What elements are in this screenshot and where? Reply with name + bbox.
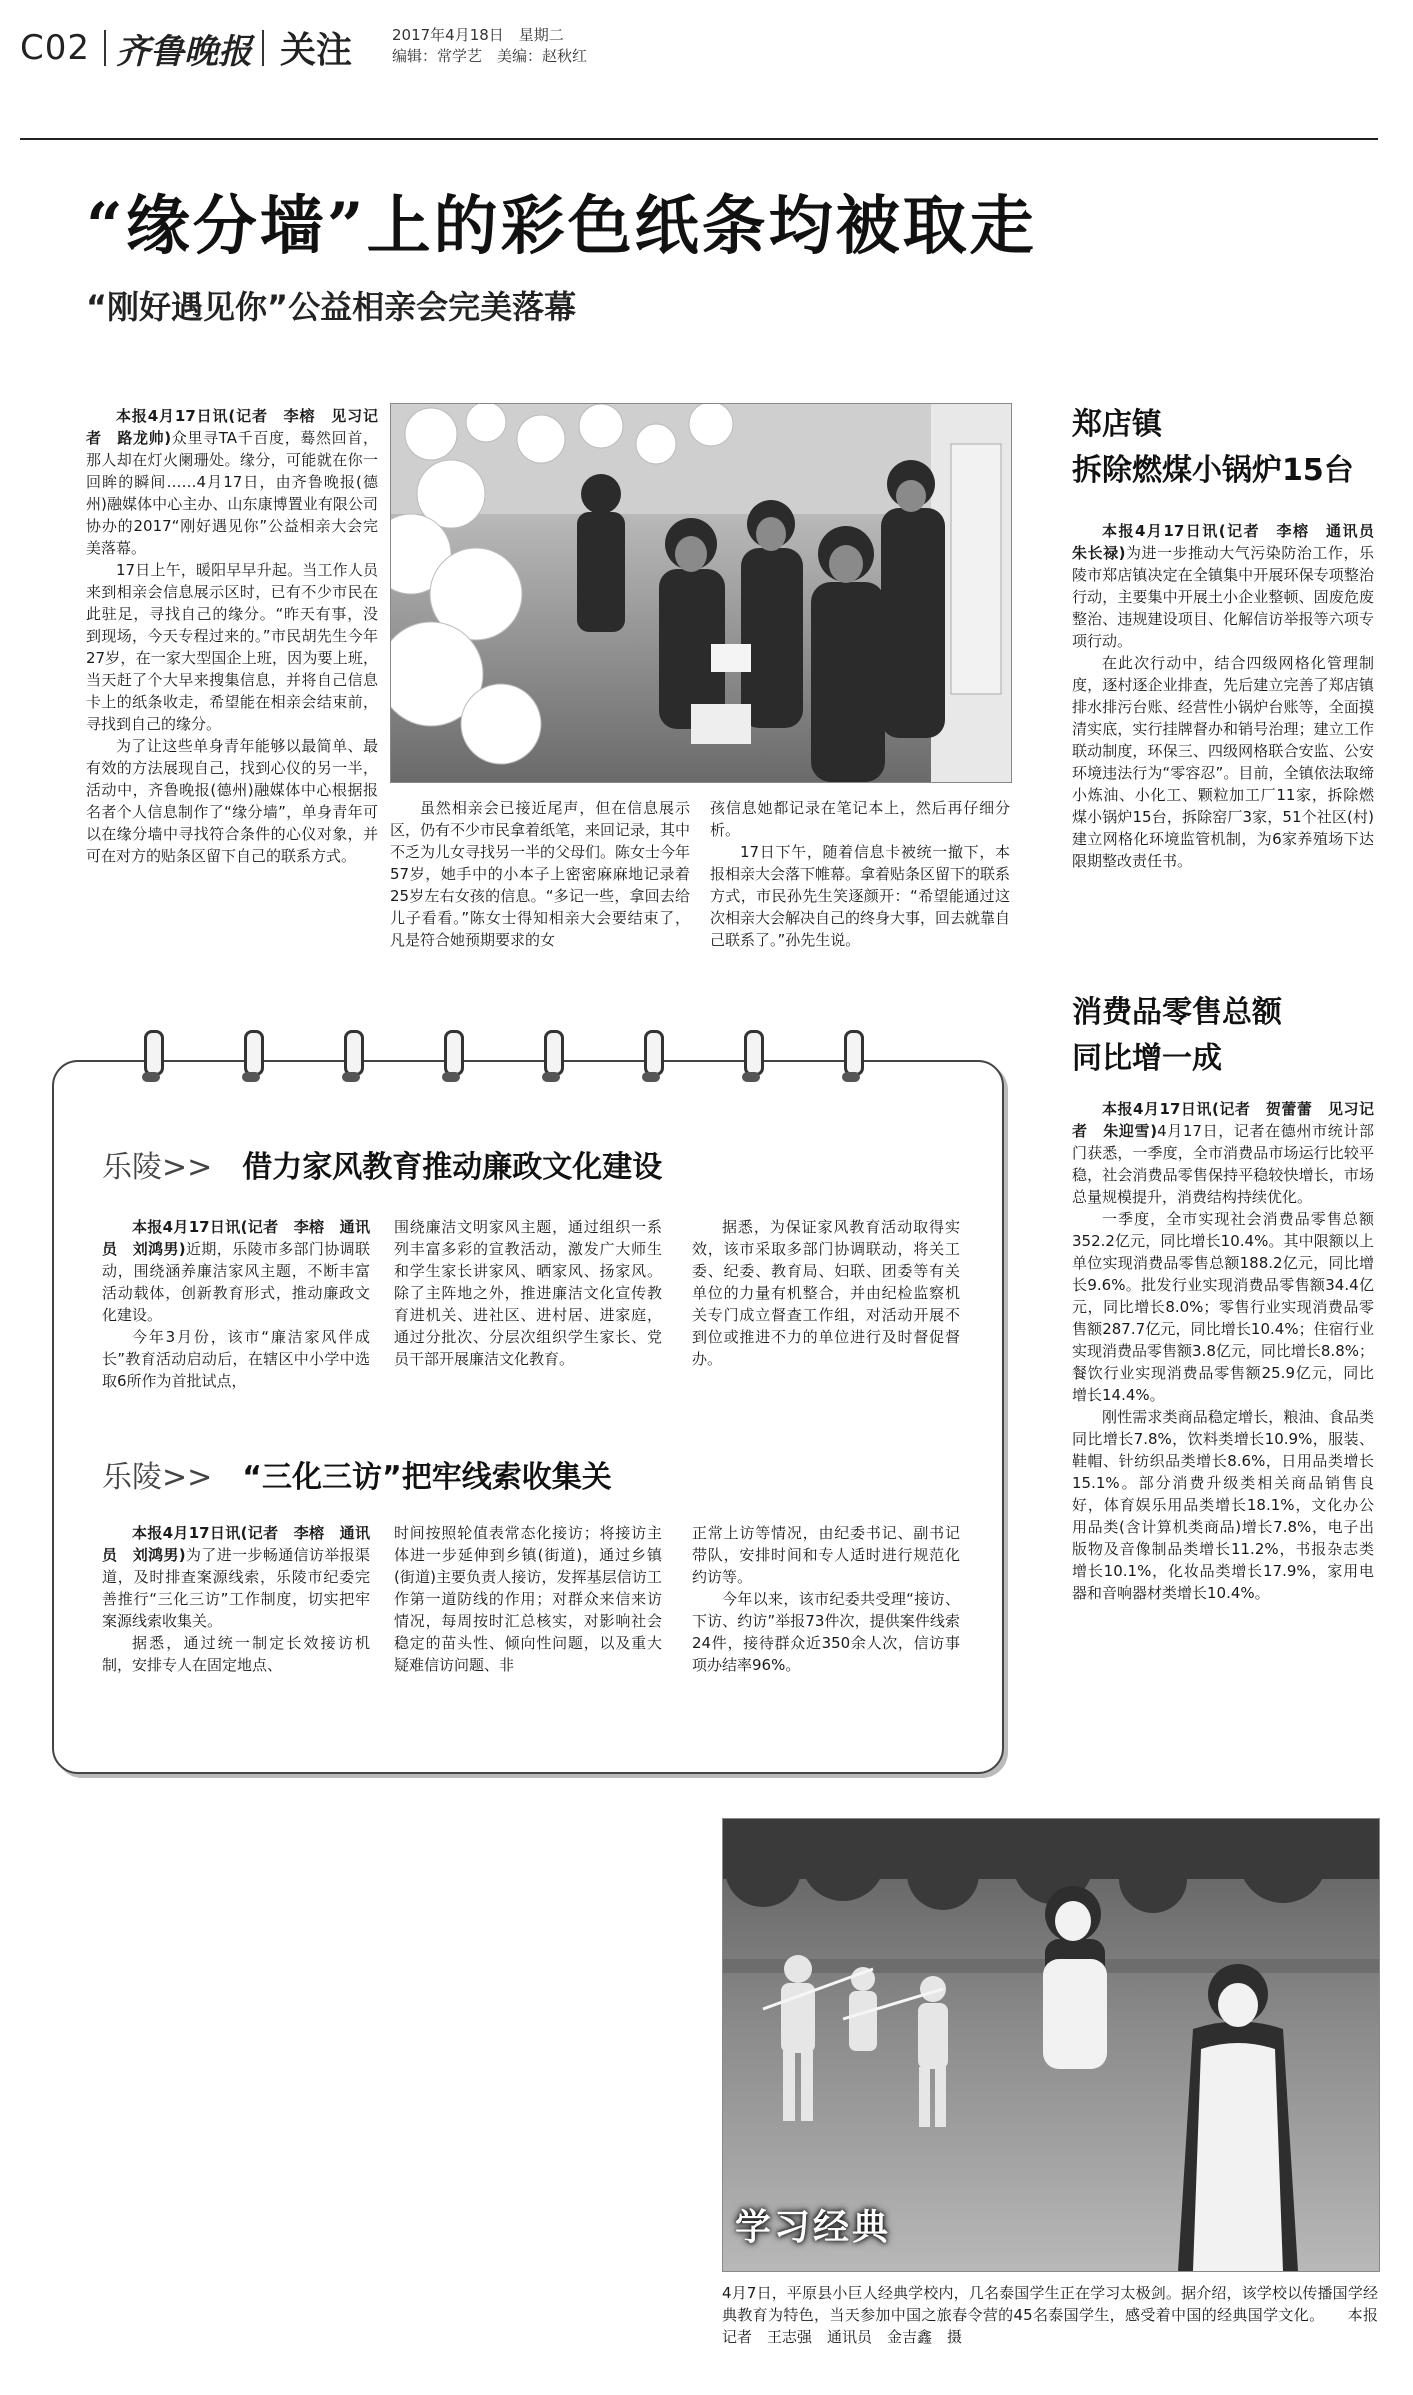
box-story-2-column-3 (692, 1522, 960, 1676)
box-story-1-heading (102, 1142, 662, 1186)
lead-subheadline: “刚好遇见你”公益相亲会完美落幕 (86, 288, 577, 326)
title-line: 拆除燃煤小锅炉15台 (1072, 453, 1354, 488)
side-story-2-byline: 本报4月17日讯(记者 贺蕾蕾 见习记者 朱迎雪) (1072, 1100, 1374, 1140)
location-tag: 乐陵>> (102, 1150, 213, 1185)
box-story-2-column-2 (394, 1522, 662, 1676)
newspaper-logo: 齐鲁晚报 (116, 32, 252, 72)
binder-ring-icon (144, 1030, 164, 1076)
binder-hole-icon (342, 1072, 360, 1082)
header-divider (262, 30, 264, 66)
title-line: 同比增一成 (1072, 1041, 1222, 1076)
bottom-photo (722, 1818, 1380, 2272)
paragraph: 为了进一步畅通信访举报渠道，及时排查案源线索，乐陵市纪委完善推行“三化三访”工作制度，切实把牢案源线索收集关。 (102, 1546, 370, 1630)
page-number: C02 (20, 28, 91, 68)
binder-ring-icon (544, 1030, 564, 1076)
box-story-1-column-1 (102, 1216, 370, 1392)
paragraph: 围绕廉洁文明家风主题，通过组织一系列丰富多彩的宣教活动，激发广大师生和学生家长讲家风、晒家风、扬家风。除了主阵地之外，推进廉洁文化宣传教育进机关、进社区、进村居、进家庭，通过分批次、分层次组织学生家长、党员干部开展廉洁文化教育。 (394, 1218, 662, 1368)
binder-hole-icon (642, 1072, 660, 1082)
editor-credits: 编辑：常学艺 美编：赵秋红 (392, 47, 588, 65)
box-story-2-heading (102, 1452, 612, 1496)
title-line: 郑店镇 (1072, 407, 1162, 442)
paragraph: 一季度，全市实现社会消费品零售总额352.2亿元，同比增长10.4%。其中限额以上单位实现消费品零售总额188.2亿元，同比增长9.6%。批发行业实现消费品零售额34.4亿元，同比增长8.0%；零售行业实现消费品零售额287.7亿元，同比增长10.4%；住宿行业实现消费品零售额3.8亿元，同比增长8.8%；餐饮行业实现消费品零售额25.9亿元，同比增长14.4%。 (1072, 1210, 1374, 1404)
binder-ring-icon (244, 1030, 264, 1076)
paragraph: 众里寻TA千百度，蓦然回首，那人却在灯火阑珊处。缘分，可能就在你一回眸的瞬间……4月17日，由齐鲁晚报(德州)融媒体中心主办、山东康博置业有限公司协办的2017“刚好遇见你”公益相亲大会完美落幕。 (86, 429, 378, 557)
binder-hole-icon (542, 1072, 560, 1082)
binder-hole-icon (742, 1072, 760, 1082)
binder-hole-icon (842, 1072, 860, 1082)
paragraph: 孩信息她都记录在笔记本上，然后再仔细分析。 (710, 799, 1010, 839)
lead-story-column-3 (710, 797, 1010, 951)
paragraph: 为了让这些单身青年能够以最简单、最有效的方法展现自己，找到心仪的另一半，活动中，齐鲁晚报(德州)融媒体中心根据报名者个人信息制作了“缘分墙”，单身青年可以在缘分墙中寻找符合条件的心仪对象，并可在对方的贴条区留下自己的联系方式。 (86, 737, 378, 865)
box-story-1-byline: 本报4月17日讯(记者 李榕 通讯员 刘鸿男) (102, 1218, 370, 1258)
lead-photo (390, 403, 1012, 783)
binder-ring-icon (744, 1030, 764, 1076)
side-story-2-title (1072, 990, 1382, 1082)
binder-ring-icon (444, 1030, 464, 1076)
header-divider (104, 30, 106, 66)
binder-ring-icon (844, 1030, 864, 1076)
issue-date: 2017年4月18日 星期二 (392, 26, 564, 44)
box-story-1-column-2 (394, 1216, 662, 1370)
bottom-photo-caption: 4月7日，平原县小巨人经典学校内，几名泰国学生正在学习太极剑。据介绍，该学校以传播国学经典教育为特色，当天参加中国之旅春令营的45名泰国学生，感受着中国的经典国学文化。 本报记者 王志强 通讯员 金吉鑫 摄 (722, 2284, 1378, 2346)
paragraph: 正常上访等情况，由纪委书记、副书记带队，安排时间和专人适时进行规范化约访等。 (692, 1524, 960, 1586)
section-title: 关注 (280, 30, 353, 71)
paragraph: 据悉，通过统一制定长效接访机制，安排专人在固定地点、 (102, 1634, 370, 1674)
paragraph: 17日上午，暖阳早早升起。当工作人员来到相亲会信息展示区时，已有不少市民在此驻足，寻找自己的缘分。“昨天有事，没到现场，今天专程过来的。”市民胡先生今年27岁，在一家大型国企上班，因为要上班，当天赶了个大早来搜集信息，并将自己信息卡上的纸条收走，希望能在相亲会结束前，寻找到自己的缘分。 (86, 561, 378, 733)
side-story-1-byline: 本报4月17日讯(记者 李榕 通讯员 朱长禄) (1072, 522, 1390, 562)
lead-byline: 本报4月17日讯(记者 李榕 见习记者 路龙帅) (86, 407, 378, 447)
binder-hole-icon (442, 1072, 460, 1082)
binder-hole-icon (242, 1072, 260, 1082)
side-story-2-body (1072, 1098, 1374, 1604)
paragraph: 4月17日，记者在德州市统计部门获悉，一季度，全市消费品市场运行比较平稳，社会消费品零售保持平稳较快增长，市场总量规模提升，消费结构持续优化。 (1072, 1122, 1374, 1206)
paragraph: 虽然相亲会已接近尾声，但在信息展示区，仍有不少市民拿着纸笔，来回记录，其中不乏为儿女寻找另一半的父母们。陈女士今年57岁，她手中的小本子上密密麻麻地记录着25岁左右女孩的信息。“多记一些，拿回去给儿子看看。”陈女士得知相亲大会要结束了，凡是符合她预期要求的女 (390, 799, 691, 949)
lead-story-column-2 (390, 797, 690, 951)
header-rule (20, 138, 1378, 140)
binder-rings (120, 1030, 940, 1090)
side-story-1-title (1072, 402, 1382, 494)
binder-ring-icon (344, 1030, 364, 1076)
lead-headline: “缘分墙”上的彩色纸条均被取走 (86, 189, 1037, 264)
paragraph: 为进一步推动大气污染防治工作，乐陵市郑店镇决定在全镇集中开展环保专项整治行动，主要集中开展土小企业整顿、固废危废整治、违规建设项目、化解信访举报等六项专项行动。 (1072, 544, 1374, 650)
location-tag: 乐陵>> (102, 1460, 213, 1495)
box-story-2-title: “三化三访”把牢线索收集关 (242, 1460, 612, 1495)
paragraph: 今年3月份，该市“廉洁家风伴成长”教育活动启动后，在辖区中小学中选取6所作为首批试点， (102, 1328, 370, 1390)
binder-hole-icon (142, 1072, 160, 1082)
side-story-1-body (1072, 520, 1390, 872)
box-story-2-column-1 (102, 1522, 370, 1676)
binder-ring-icon (644, 1030, 664, 1076)
paragraph: 近期，乐陵市多部门协调联动，围绕涵养廉洁家风主题，不断丰富活动载体，创新教育形式，推动廉政文化建设。 (102, 1240, 370, 1324)
box-story-2-byline: 本报4月17日讯(记者 李榕 通讯员 刘鸿男) (102, 1524, 370, 1564)
paragraph: 时间按照轮值表常态化接访；将接访主体进一步延伸到乡镇(街道)，通过乡镇(街道)主要负责人接访，发挥基层信访工作第一道防线的作用；对群众来信来访情况，每周按时汇总核实，对影响社会稳定的苗头性、倾向性问题，以及重大疑难信访问题、非 (394, 1524, 662, 1674)
paragraph: 刚性需求类商品稳定增长，粮油、食品类同比增长7.8%，饮料类增长10.9%，服装、鞋帽、针纺织品类增长8.6%，日用品类增长15.1%。部分消费升级类相关商品销售良好，体育娱乐用品类增长18.1%，文化办公用品类(含计算机类商品)增长7.8%，电子出版物及音像制品类增长11.2%，书报杂志类增长10.1%，化妆品类增长17.9%，家用电器和音响器材类增长10.4%。 (1072, 1408, 1374, 1602)
paragraph: 今年以来，该市纪委共受理“接访、下访、约访”举报73件次，提供案件线索24件，接待群众近350余人次，信访事项办结率96%。 (692, 1590, 960, 1674)
paragraph: 17日下午，随着信息卡被统一撤下，本报相亲大会落下帷幕。拿着贴条区留下的联系方式，市民孙先生笑逐颜开：“希望能通过这次相亲大会解决自己的终身大事，回去就靠自己联系了。”孙先生说。 (710, 843, 1011, 949)
box-story-1-column-3 (692, 1216, 960, 1370)
box-story-1-title: 借力家风教育推动廉政文化建设 (242, 1150, 663, 1185)
lead-story-column-1 (86, 405, 378, 867)
paragraph: 在此次行动中，结合四级网格化管理制度，逐村逐企业排查，先后建立完善了郑店镇排水排污台账、经营性小锅炉台账等，全面摸清实底，实行挂牌督办和销号治理；建立工作联动制度，环保三、四级网格联合安监、公安环境违法行为“零容忍”。目前，全镇依法取缔小炼油、小化工、颗粒加工厂11家，拆除燃煤小锅炉15台，拆除窑厂3家，51个社区(村)建立网格化环境监管机制，为6家养殖场下达限期整改责任书。 (1072, 654, 1374, 870)
crowd-photo-image (391, 404, 1011, 782)
photo-badge: 学习经典 (735, 2207, 892, 2248)
title-line: 消费品零售总额 (1072, 995, 1282, 1030)
paragraph: 据悉，为保证家风教育活动取得实效，该市采取多部门协调联动，将关工委、纪委、教育局、妇联、团委等有关单位的力量有机整合，并由纪检监察机关专门成立督查工作组，对活动开展不到位或推进不力的单位进行及时督促督办。 (692, 1218, 960, 1368)
